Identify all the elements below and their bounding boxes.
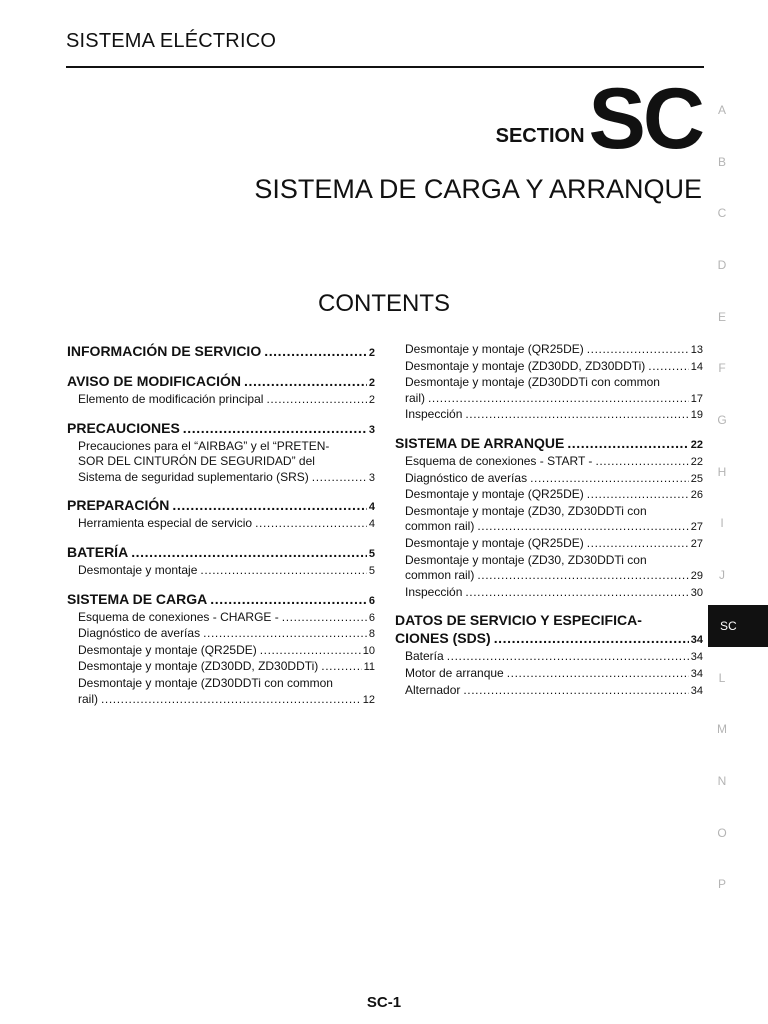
dot-leader [463,683,688,699]
toc-entry-title: PRECAUCIONES [67,419,180,436]
toc-entry-title: common rail) [405,519,475,534]
section-word: SECTION [495,125,585,147]
toc-subentry[interactable] [395,391,703,408]
toc-page-number: 3 [368,471,375,484]
toc-page-number: 27 [690,521,703,534]
toc-entry-title: rail) [78,691,98,706]
toc-entry-title: Desmontaje y montaje (QR25DE) [405,535,584,550]
dot-leader [567,434,688,452]
toc-subentry[interactable] [67,392,375,409]
toc-page-number: 2 [368,347,375,359]
section-tab-b[interactable]: B [717,154,726,169]
toc-entry-title: BATERÍA [67,543,129,560]
section-tab-d[interactable]: D [717,257,727,272]
toc-entry-title: rail) [405,390,425,405]
toc-subentry[interactable] [67,659,375,676]
toc-page-number: 22 [690,455,703,468]
toc-subentry[interactable] [395,649,703,666]
dot-leader [587,342,689,358]
section-heading [495,71,702,167]
toc-page-number: 10 [362,644,375,657]
dot-leader [244,372,367,390]
dot-leader [183,419,367,437]
toc-entry-title: INFORMACIÓN DE SERVICIO [67,343,262,359]
dot-leader [530,471,689,487]
dot-leader [465,585,688,601]
section-tab-e[interactable]: E [717,309,726,324]
dot-leader [507,666,689,682]
toc-section-entry[interactable] [395,629,703,649]
dot-leader [255,516,367,532]
toc-page-number: 2 [368,394,375,406]
dot-leader [477,568,688,584]
toc-page-number: 2 [368,377,375,389]
toc-entry-title: Batería [405,649,444,664]
toc-subentry[interactable] [395,519,703,536]
toc-subentry[interactable] [67,516,375,533]
toc-entry-title: Alternador [405,682,461,697]
dot-leader [172,496,366,514]
toc-entry-title: Desmontaje y montaje (ZD30DDTi con common [405,375,660,390]
dot-leader [264,342,367,360]
toc-entry-title: Esquema de conexiones - CHARGE - [78,609,279,624]
dot-leader [260,643,361,659]
dot-leader [321,659,361,675]
toc-section-entry[interactable] [67,543,375,563]
toc-section-entry[interactable] [67,496,375,516]
dot-leader [266,392,366,408]
toc-subentry[interactable] [395,683,703,700]
toc-entry-title: PREPARACIÓN [67,497,170,514]
dot-leader [282,610,367,626]
dot-leader [203,626,367,642]
toc-entry-title: Elemento de modificación principal [78,392,264,406]
toc-page-number: 34 [690,651,703,664]
section-tab-l[interactable]: L [718,670,726,685]
toc-subentry[interactable] [67,626,375,643]
toc-subentry[interactable] [67,454,375,470]
toc-page-number: 12 [362,693,375,706]
toc-page-number: 29 [690,570,703,583]
toc-subentry[interactable] [395,342,703,359]
toc-entry-title: Diagnóstico de averías [405,470,528,485]
toc-page-number: 22 [690,438,703,451]
section-tab-sc[interactable]: SC [708,605,768,647]
toc-entry-title: Desmontaje y montaje [78,562,198,577]
toc-page-number: 11 [363,661,375,674]
toc-page-number: 6 [368,594,375,607]
toc-section-entry[interactable] [67,372,375,392]
toc-entry-title: Sistema de seguridad suplementario (SRS) [78,469,309,484]
toc-entry-title: Desmontaje y montaje (ZD30DD, ZD30DDTi) [405,358,646,373]
toc-section-entry[interactable] [67,342,375,362]
toc-section-entry[interactable] [395,434,703,454]
dot-leader [587,536,689,552]
dot-leader [465,407,688,423]
toc-page-number: 30 [690,586,703,599]
toc-subentry[interactable] [395,407,703,424]
toc-entry-title: Diagnóstico de averías [78,626,201,641]
toc-section-entry[interactable] [67,419,375,439]
toc-entry-title: Herramienta especial de servicio [78,516,253,531]
section-tab-a[interactable]: A [717,102,726,117]
toc-page-number: 8 [368,628,375,641]
toc-right-column [395,342,703,699]
toc-page-number: 5 [368,564,375,577]
toc-subentry[interactable] [395,504,703,520]
dot-leader [101,692,361,708]
dot-leader [595,454,688,470]
dot-leader [210,590,367,608]
toc-entry-title: Precauciones para el “AIRBAG” y el “PRETEN- [78,438,330,453]
toc-subentry[interactable] [67,470,375,487]
toc-entry-title: SOR DEL CINTURÓN DE SEGURIDAD” del [78,454,315,469]
page-number: SC-1 [366,994,402,1011]
toc-entry-title: Desmontaje y montaje (ZD30DDTi con common [78,675,333,690]
toc-subentry[interactable] [395,536,703,553]
toc-entry-title: SISTEMA DE CARGA [67,590,208,607]
toc-page-number: 19 [690,409,703,422]
dot-leader [312,470,367,486]
toc-page-number: 25 [690,472,703,485]
toc-entry-title: common rail) [405,568,475,583]
section-tab-f[interactable]: F [718,361,726,376]
header-rule [66,66,704,68]
section-tab-g[interactable]: G [717,412,727,427]
section-tab-c[interactable]: C [717,206,727,221]
toc-entry-title: CIONES (SDS) [395,630,491,647]
toc-subentry[interactable] [395,454,703,471]
dot-leader [200,563,366,579]
toc-left-column [67,342,375,708]
toc-entry-title: DATOS DE SERVICIO Y ESPECIFICA- [395,612,642,629]
toc-subentry[interactable] [395,487,703,504]
toc-entry-title: Desmontaje y montaje (ZD30, ZD30DDTi con [405,503,647,518]
dot-leader [477,519,688,535]
toc-subentry[interactable] [395,568,703,585]
toc-subentry[interactable] [395,585,703,602]
toc-page-number: 34 [690,634,703,647]
section-tab-h[interactable]: H [717,464,727,479]
section-tab-o[interactable]: O [717,825,727,840]
contents-title: CONTENTS [318,290,450,317]
toc-subentry[interactable] [395,553,703,569]
toc-page-number: 26 [690,489,703,502]
dot-leader [131,543,367,561]
toc-subentry[interactable] [395,471,703,488]
toc-entry-title: Desmontaje y montaje (QR25DE) [405,487,584,502]
dot-leader [587,487,689,503]
toc-entry-title: Inspección [405,407,463,422]
section-name: SISTEMA DE CARGA Y ARRANQUE [254,174,702,204]
section-index-tabs [708,84,768,910]
toc-entry-title: Desmontaje y montaje (ZD30DD, ZD30DDTi) [78,659,319,674]
toc-entry-title: Inspección [405,584,463,599]
toc-page-number: 4 [368,518,375,531]
toc-subentry[interactable] [67,643,375,660]
toc-page-number: 14 [690,360,703,373]
toc-page-number: 34 [690,667,703,680]
toc-subentry[interactable] [67,563,375,580]
toc-page-number: 3 [368,423,375,436]
section-tab-n[interactable]: N [717,774,727,789]
toc-section-entry[interactable] [67,590,375,610]
toc-page-number: 13 [690,344,703,356]
dot-leader [494,629,689,647]
toc-entry-title: Desmontaje y montaje (QR25DE) [405,342,584,356]
toc-subentry[interactable] [395,375,703,391]
toc-page-number: 4 [368,501,375,514]
toc-entry-title: Desmontaje y montaje (QR25DE) [78,642,257,657]
toc-entry-title: AVISO DE MODIFICACIÓN [67,373,241,389]
section-tab-p[interactable]: P [717,877,726,892]
toc-subentry[interactable] [395,359,703,376]
toc-page-number: 34 [690,684,703,697]
toc-page-number: 17 [690,392,703,405]
toc-subentry[interactable] [67,676,375,692]
toc-subentry[interactable] [395,666,703,683]
toc-entry-title: Esquema de conexiones - START - [405,453,593,468]
dot-leader [447,649,689,665]
toc-section-entry[interactable] [395,611,703,629]
manual-header-title: SISTEMA ELÉCTRICO [66,30,277,52]
toc-entry-title: Motor de arranque [405,665,504,680]
toc-entry-title: Desmontaje y montaje (ZD30, ZD30DDTi con [405,552,647,567]
toc-page-number: 6 [368,611,375,624]
section-tab-j[interactable]: J [719,568,725,583]
section-tab-m[interactable]: M [717,722,727,737]
toc-subentry[interactable] [67,439,375,455]
dot-leader [648,359,688,375]
section-code: SC [588,71,702,167]
dot-leader [428,391,689,407]
toc-subentry[interactable] [67,692,375,709]
section-tab-i[interactable]: I [720,516,724,531]
toc-page-number: 5 [368,547,375,560]
toc-entry-title: SISTEMA DE ARRANQUE [395,434,565,451]
toc-subentry[interactable] [67,610,375,627]
toc-page-number: 27 [690,537,703,550]
